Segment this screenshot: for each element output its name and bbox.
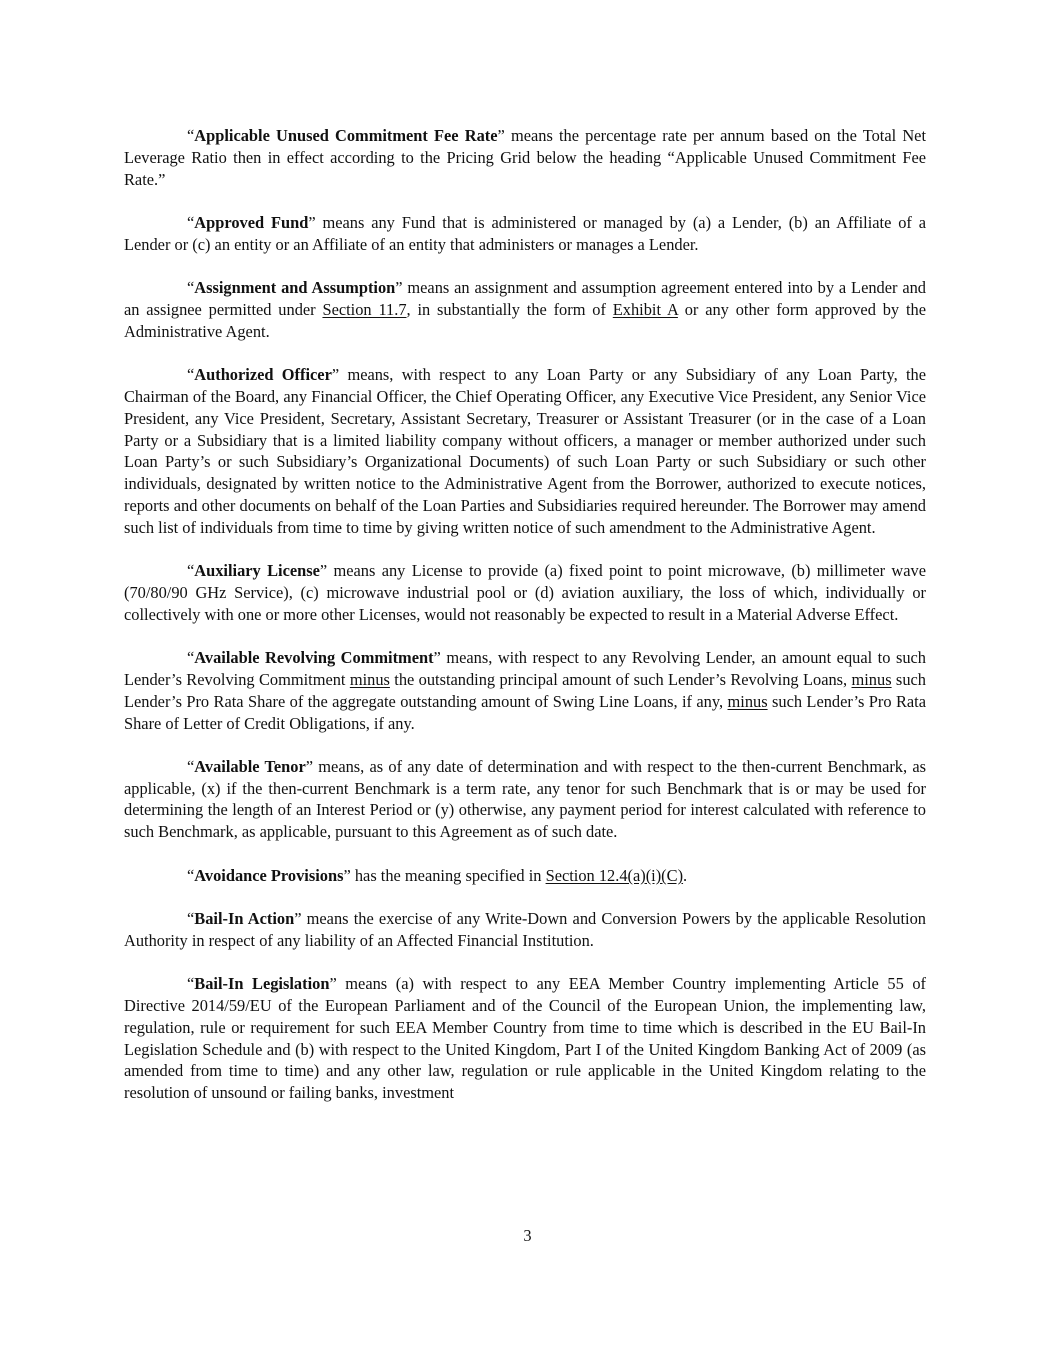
definition-text: ” means any License to provide (a) fixed point to point microwave, (b) millimeter wave (70/80/90 GHz Service), (c) microwave industrial pool or (d) aviation auxiliary, the loss of which, individually or collectively with one or more other Licenses, would not reasonably be expected to result in a Material Adverse Effect.: [124, 561, 926, 624]
cross-reference: Exhibit A: [612, 299, 678, 319]
definition-text: “: [187, 974, 195, 994]
definition-bail-in-legislation: [124, 973, 926, 1104]
definition-text: “: [187, 278, 195, 298]
defined-term: Auxiliary License: [194, 561, 320, 581]
definition-bail-in-action: [124, 908, 926, 952]
defined-term: Authorized Officer: [194, 365, 332, 385]
definition-text: ” means, with respect to any Revolving Lender, an amount equal to such Lender’s Revolving Commitment: [124, 648, 926, 689]
page-number: 3: [523, 1226, 532, 1245]
cross-reference: Section 12.4(a)(i)(C): [545, 865, 684, 885]
defined-term: Bail-In Legislation: [194, 974, 330, 994]
cross-reference: minus: [851, 669, 892, 689]
definition-text: ” means an assignment and assumption agreement entered into by a Lender and an assignee permitted under: [124, 278, 926, 319]
definition-text: or any other form approved by the Administrative Agent.: [124, 299, 926, 341]
definition-assignment-and-assumption: [124, 277, 926, 342]
definition-text: such Lender’s Pro Rata Share of the aggregate outstanding amount of Swing Line Loans, if any,: [124, 669, 926, 711]
definition-text: ” means, with respect to any Loan Party or any Subsidiary of any Loan Party, the Chairman of the Board, any Financial Officer, the Chief Operating Officer, any Executive Vice President, any Senior Vice President, any Vice President, Secretary, Assistant Secretary, Treasurer or Assistant Treasurer (or in the case of a Loan Party or a Subsidiary that is a limited liability company without officers, a manager or member authorized under such Loan Party’s or such Subsidiary’s Organizational Documents) of such Loan Party or such Subsidiary or such other individuals, designated by written notice to the Administrative Agent from the Borrower, authorized to execute notices, reports and other documents on behalf of the Loan Parties and Subsidiaries required hereunder. The Borrower may amend such list of individuals from time to time by giving written notice of such amendment to the Administrative Agent.: [124, 365, 927, 537]
definition-text: “: [187, 865, 195, 885]
definition-text: .: [683, 865, 688, 885]
definitions-list: [124, 125, 926, 1104]
defined-term: Available Revolving Commitment: [194, 648, 434, 668]
definition-text: “: [187, 126, 195, 145]
definition-text: ” means any Fund that is administered or managed by (a) a Lender, (b) an Affiliate of a Lender or (c) an entity or an Affiliate of an entity that administers or manages a Lender.: [124, 212, 926, 254]
defined-term: Applicable Unused Commitment Fee Rate: [194, 126, 498, 145]
definition-text: , in substantially the form of: [406, 299, 613, 319]
cross-reference: Section 11.7: [322, 299, 407, 319]
cross-reference: minus: [727, 691, 768, 711]
defined-term: Avoidance Provisions: [194, 865, 344, 885]
definition-text: ” means the percentage rate per annum based on the Total Net Leverage Ratio then in effect according to the Pricing Grid below the heading “Applicable Unused Commitment Fee Rate.”: [124, 126, 927, 189]
definition-text: “: [187, 648, 195, 668]
cross-reference: minus: [349, 669, 390, 689]
defined-term: Approved Fund: [194, 212, 309, 232]
defined-term: Assignment and Assumption: [194, 278, 396, 298]
definition-text: “: [187, 212, 195, 232]
definition-auxiliary-license: [124, 560, 926, 625]
definition-text: “: [187, 756, 195, 776]
defined-term: Available Tenor: [194, 756, 306, 776]
definition-text: “: [187, 365, 195, 385]
definition-authorized-officer: [124, 364, 926, 538]
definition-text: ” has the meaning specified in: [343, 865, 546, 885]
defined-term: Bail-In Action: [194, 909, 295, 929]
definition-available-revolving-commitment: [124, 647, 926, 734]
definition-text: such Lender’s Pro Rata Share of Letter of Credit Obligations, if any.: [124, 691, 926, 733]
definition-avoidance-provisions: [124, 865, 926, 887]
definition-approved-fund: [124, 212, 926, 256]
definition-text: the outstanding principal amount of such Lender’s Revolving Loans,: [389, 669, 852, 689]
definition-text: “: [187, 909, 195, 929]
definition-text: ” means (a) with respect to any EEA Member Country implementing Article 55 of Directive 2014/59/EU of the European Parliament and of the Council of the European Union, the implementing law, regulation, rule or requirement for such EEA Member Country from time to time which is described in the EU Bail-In Legislation Schedule and (b) with respect to the United Kingdom, Part I of the United Kingdom Banking Act of 2009 (as amended from time to time) and any other law, regulation or rule applicable in the United Kingdom relating to the resolution of unsound or failing banks, investment: [124, 974, 926, 1103]
definition-applicable-unused-commitment-fee-rate: [124, 125, 926, 190]
definition-available-tenor: [124, 756, 926, 843]
definition-text: “: [187, 561, 195, 581]
definition-text: ” means, as of any date of determination and with respect to the then-current Benchmark, as applicable, (x) if the then-current Benchmark is a term rate, any tenor for such Benchmark that is or may be used for determining the length of an Interest Period or (y) otherwise, any payment period for interest calculated with reference to such Benchmark, as applicable, pursuant to this Agreement as of such date.: [124, 756, 926, 842]
definition-text: ” means the exercise of any Write-Down and Conversion Powers by the applicable Resolution Authority in respect of any liability of an Affected Financial Institution.: [124, 909, 926, 950]
